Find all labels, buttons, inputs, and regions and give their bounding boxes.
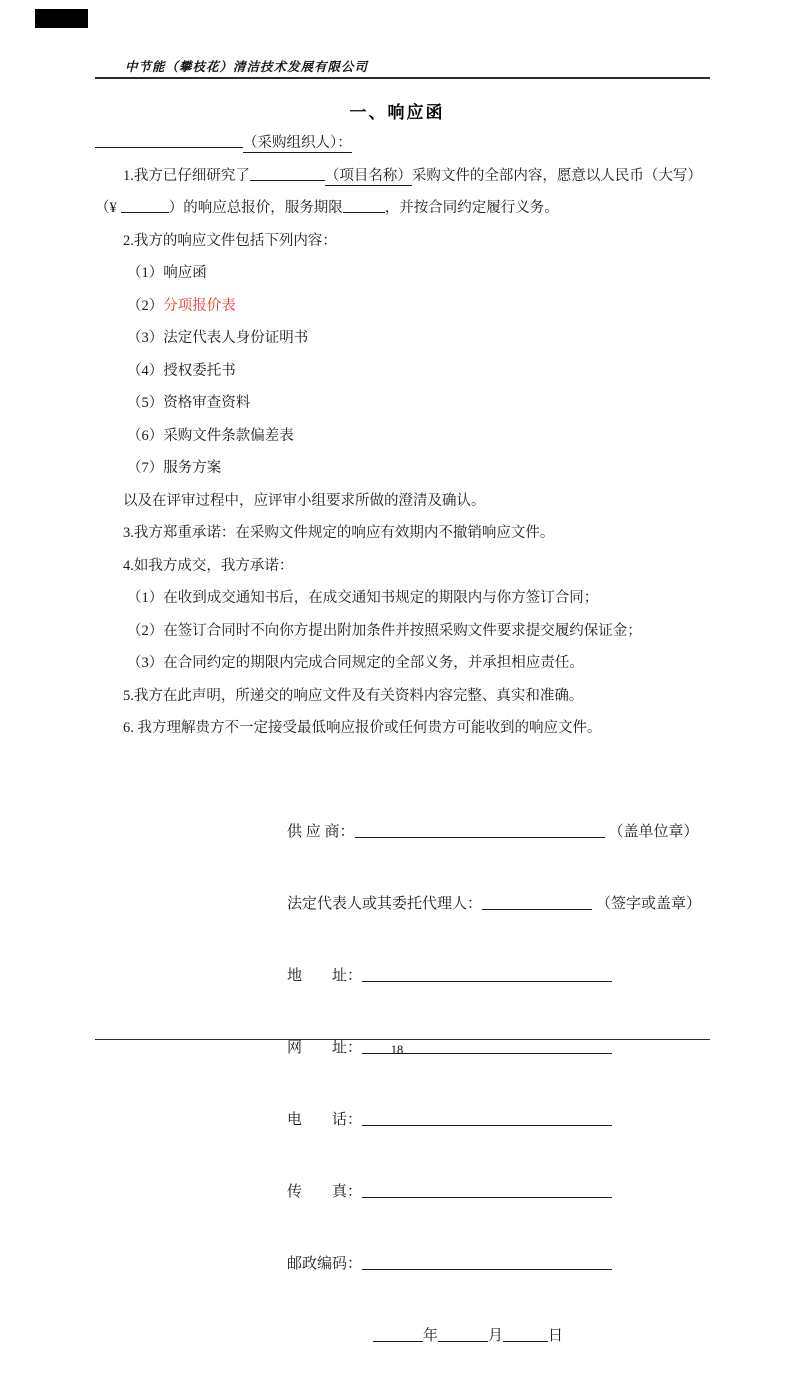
list-item-text: 授权委托书: [163, 362, 236, 379]
address-row: [287, 964, 701, 988]
list-item: [95, 355, 711, 388]
list-item-text: 服务方案: [163, 460, 222, 476]
paragraph-4: 4.如我方成交，我方承诺：: [123, 557, 294, 574]
list-item-text-red: 分项报价表: [163, 297, 236, 314]
list-item-num: （7）: [127, 460, 164, 476]
redaction-mark: [35, 9, 88, 28]
postcode-blank: [362, 1255, 612, 1270]
phone-row: [287, 1108, 701, 1132]
list-item-num: （3）: [127, 330, 164, 346]
website-label: 网 址：: [287, 1040, 363, 1056]
paragraph-1-line-2: [95, 192, 711, 225]
supplier-seal-note: （盖单位章）: [608, 824, 699, 840]
price-prefix: （¥: [95, 200, 117, 216]
month-label: 月: [488, 1328, 504, 1344]
header-company-name: 中节能（攀枝花）清洁技术发展有限公司: [125, 60, 369, 74]
year-blank: [373, 1327, 423, 1342]
supplier-label: 供 应 商：: [287, 824, 355, 840]
supplier-blank: [355, 823, 605, 838]
price-blank: [121, 198, 169, 213]
address-label: 地 址：: [287, 968, 363, 984]
list-item-text: 资格审查资料: [163, 395, 251, 411]
postcode-label: 邮政编码：: [287, 1256, 363, 1272]
page-header: [95, 58, 710, 79]
addressee-blank: [95, 133, 243, 148]
list-item-num: （5）: [127, 395, 164, 411]
month-blank: [438, 1327, 488, 1342]
para1-prefix: 1.我方已仔细研究了: [123, 167, 250, 184]
legal-rep-seal-note: （签字或盖章）: [596, 896, 702, 912]
fax-label: 传 真：: [287, 1184, 363, 1200]
phone-blank: [362, 1111, 612, 1126]
clarification-line: 以及在评审过程中，应评审小组要求所做的澄清及确认。: [123, 492, 486, 509]
signature-block: [287, 772, 701, 1396]
year-label: 年: [423, 1328, 439, 1344]
price-suffix: ，并按合同约定履行义务。: [384, 200, 559, 216]
list-item: [95, 387, 711, 420]
list-item-text: 响应函: [163, 265, 207, 281]
list-item-num: （2）: [127, 297, 164, 314]
list-item: （2）在签订合同时不向你方提出附加条件并按照采购文件要求提交履约保证金；: [127, 622, 642, 639]
legal-rep-blank: [482, 895, 592, 910]
date-row: [287, 1324, 701, 1348]
supplier-row: [287, 820, 701, 844]
salutation-line: [95, 127, 711, 160]
paragraph-6: 6. 我方理解贵方不一定接受最低响应报价或任何贵方可能收到的响应文件。: [123, 720, 602, 736]
list-item: （3）在合同约定的期限内完成合同规定的全部义务，并承担相应责任。: [127, 655, 584, 671]
project-name-blank: [250, 166, 325, 181]
list-item: [95, 322, 711, 355]
list-item-num: （6）: [127, 427, 164, 444]
list-item: [95, 257, 711, 290]
service-term-blank: [343, 198, 385, 213]
fax-blank: [362, 1183, 612, 1198]
list-item: （1）在收到成交通知书后，在成交通知书规定的期限内与你方签订合同；: [127, 590, 599, 606]
address-blank: [362, 967, 612, 982]
paragraph-3: 3.我方郑重承诺：在采购文件规定的响应有效期内不撤销响应文件。: [123, 525, 555, 541]
postcode-row: [287, 1252, 701, 1276]
paragraph-2: 2.我方的响应文件包括下列内容：: [123, 232, 337, 249]
list-item-num: （1）: [127, 265, 164, 281]
list-item-num: （4）: [127, 362, 164, 379]
project-name-label: （项目名称）: [324, 167, 412, 184]
list-item-text: 采购文件条款偏差表: [163, 427, 294, 444]
legal-rep-label: 法定代表人或其委托代理人：: [287, 896, 483, 912]
list-item: [95, 420, 711, 453]
list-item: [95, 290, 711, 323]
list-item: [95, 452, 711, 485]
phone-label: 电 话：: [287, 1112, 363, 1128]
document-title: 一、响应函: [349, 103, 445, 122]
price-mid: ）的响应总报价，服务期限: [168, 200, 343, 216]
document-body: [95, 127, 711, 745]
page-number: 18: [390, 1043, 404, 1057]
fax-row: [287, 1180, 701, 1204]
paragraph-5: 5.我方在此声明，所递交的响应文件及有关资料内容完整、真实和准确。: [123, 687, 584, 704]
paragraph-1-line-1: [95, 160, 711, 193]
para1-suffix: 采购文件的全部内容，愿意以人民币（大写）: [411, 167, 702, 184]
day-blank: [503, 1327, 548, 1342]
addressee-label: （采购组织人）：: [243, 135, 352, 151]
list-item-text: 法定代表人身份证明书: [163, 330, 309, 346]
day-label: 日: [548, 1328, 564, 1344]
legal-rep-row: [287, 892, 701, 916]
footer-rule: [95, 1039, 710, 1040]
